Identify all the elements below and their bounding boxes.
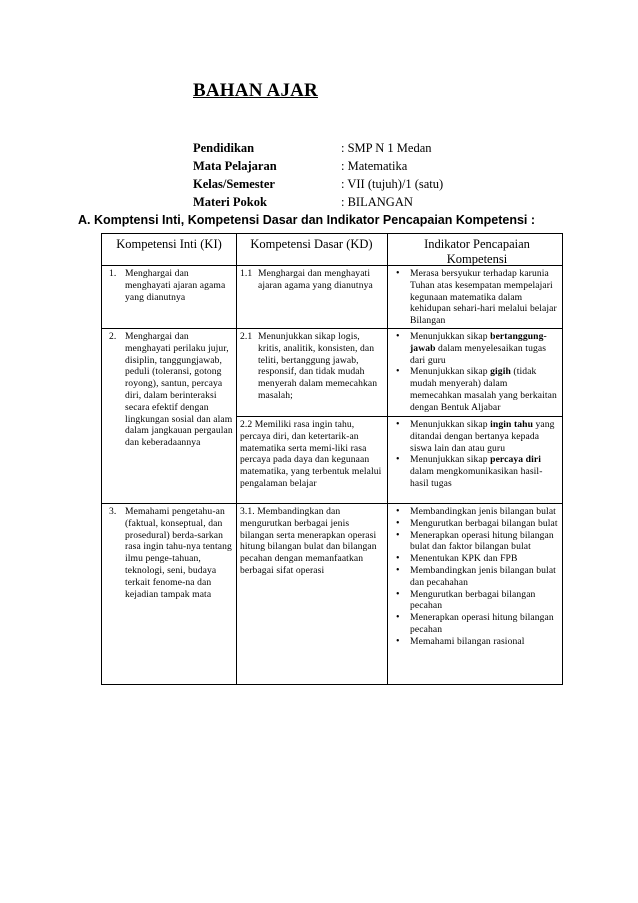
header-ki: Kompetensi Inti (KI): [116, 237, 222, 251]
indikator-item: • Menerapkan operasi hitung bilangan pecahan: [390, 612, 558, 636]
header-kd: Kompetensi Dasar (KD): [250, 237, 373, 251]
column-divider: [387, 234, 388, 684]
kd-item-3-1: 3.1. Membandingkan dan mengurutkan berbagai jenis bilangan serta menerapkan operasi hitung bilangan bulat dan bilangan pecahan dengan memanfaatkan berbagai sifat operasi: [240, 506, 377, 576]
row-divider: [102, 328, 562, 329]
item-number: 2.: [109, 331, 117, 342]
item-text: Menunjukkan sikap: [410, 419, 491, 430]
item-emphasis: percaya diri: [490, 454, 541, 466]
indikator-cell-3: [390, 419, 558, 490]
item-text: Memahami pengetahu-an (faktual, konseptual, dan prosedural) berda-sarkan rasa ingin tahu-nya tentang ilmu penge-tahuan, teknologi, seni, budaya terkait fenome-na dan kejadian tampak mata: [125, 506, 232, 600]
indikator-cell-4: [390, 506, 558, 648]
header-indikator: Indikator Pencapaian Kompetensi: [424, 237, 530, 266]
competency-table: [101, 233, 563, 685]
kd-item-2-2: 2.2 Memiliki rasa ingin tahu, percaya diri, dan ketertarik-an matematika serta memi-liki rasa percaya pada daya dan kegunaan matematika, yang terbentuk melalui pengalaman belajar: [240, 419, 382, 489]
ki-item-2: [109, 331, 233, 449]
item-text: Menghargai dan menghayati ajaran agama yang dianutnya: [125, 268, 226, 303]
item-emphasis: ingin tahu: [490, 419, 534, 430]
meta-label: Kelas/Semester: [193, 177, 275, 191]
item-emphasis: bertanggung-jawab: [410, 331, 547, 354]
row-divider: [102, 503, 562, 504]
item-text: Menunjukkan sikap: [410, 366, 491, 378]
indikator-item: • Membandingkan jenis bilangan bulat: [390, 506, 558, 518]
meta-label: Mata Pelajaran: [193, 159, 277, 173]
item-number: 2.1: [240, 331, 253, 342]
indikator-item: • Menentukan KPK dan FPB: [390, 553, 558, 565]
column-divider: [236, 234, 237, 684]
meta-label: Materi Pokok: [193, 195, 267, 209]
indikator-item: [390, 331, 558, 366]
item-text: yang ditandai dengan bertanya kepada siswa lain dan atau guru: [410, 419, 555, 454]
meta-value: : Matematika: [341, 159, 408, 173]
meta-value: : BILANGAN: [341, 195, 413, 209]
item-text: dalam mengkomunikasikan hasil-hasil tugas: [410, 466, 543, 489]
kd-item-2-1: [240, 331, 385, 402]
section-heading: A. Komptensi Inti, Kompetensi Dasar dan Indikator Pencapaian Kompetensi :: [78, 213, 536, 227]
indikator-cell-2: [390, 331, 558, 414]
meta-label: Pendidikan: [193, 141, 255, 155]
indikator-item: • Mengurutkan berbagai bilangan bulat: [390, 518, 558, 530]
kd-item-1-1: [240, 268, 385, 292]
indikator-item: • Membandingkan jenis bilangan bulat dan pecahahan: [390, 565, 558, 589]
indikator-item: • Memahami bilangan rasional: [390, 636, 558, 648]
indikator-item: [390, 366, 558, 413]
item-number: 3.: [109, 506, 117, 517]
indikator-cell-1: [390, 268, 558, 327]
item-emphasis: gigih: [490, 366, 511, 378]
meta-value: : SMP N 1 Medan: [341, 141, 432, 155]
row-divider: [236, 416, 562, 417]
indikator-item: [390, 419, 558, 454]
indikator-item: [390, 454, 558, 489]
item-text: Menunjukkan sikap: [410, 331, 491, 342]
ki-item-1: [109, 268, 233, 303]
item-text: Menunjukkan sikap logis, kritis, analitik, konsisten, dan teliti, bertanggung jawab, responsif, dan tidak mudah menyerah dalam memecahkan masalah;: [258, 331, 378, 401]
item-text: (tidak mudah menyerah) dalam memecahkan masalah yang berkaitan dengan Bentuk Aljabar: [410, 366, 557, 413]
indikator-item: • Mengurutkan berbagai bilangan pecahan: [390, 589, 558, 613]
item-text: Menghargai dan menghayati perilaku jujur, disiplin, tanggungjawab, peduli (toleransi, gotong royong), santun, percaya diri, dalam berinteraksi secara efektif dengan lingkungan sosial dan alam dalam jangkauan pergaulan dan keberadaannya: [125, 331, 233, 449]
indikator-item: • Merasa bersyukur terhadap karunia Tuhan atas kesempatan mempelajari kegunaan matematika dalam kehidupan sehari-hari melalui belajar Bilangan: [390, 268, 558, 327]
item-text: dalam menyelesaikan tugas dari guru: [410, 342, 547, 366]
meta-value: : VII (tujuh)/1 (satu): [341, 177, 444, 191]
indikator-item: • Menerapkan operasi hitung bilangan bulat dan faktor bilangan bulat: [390, 530, 558, 554]
item-number: 1.: [109, 268, 117, 279]
item-number: 1.1: [240, 268, 253, 279]
item-text: Menunjukkan sikap: [410, 454, 491, 466]
item-text: Menghargai dan menghayati ajaran agama yang dianutnya: [258, 268, 373, 291]
ki-item-3: [109, 506, 233, 600]
document-title: BAHAN AJAR: [193, 80, 318, 101]
